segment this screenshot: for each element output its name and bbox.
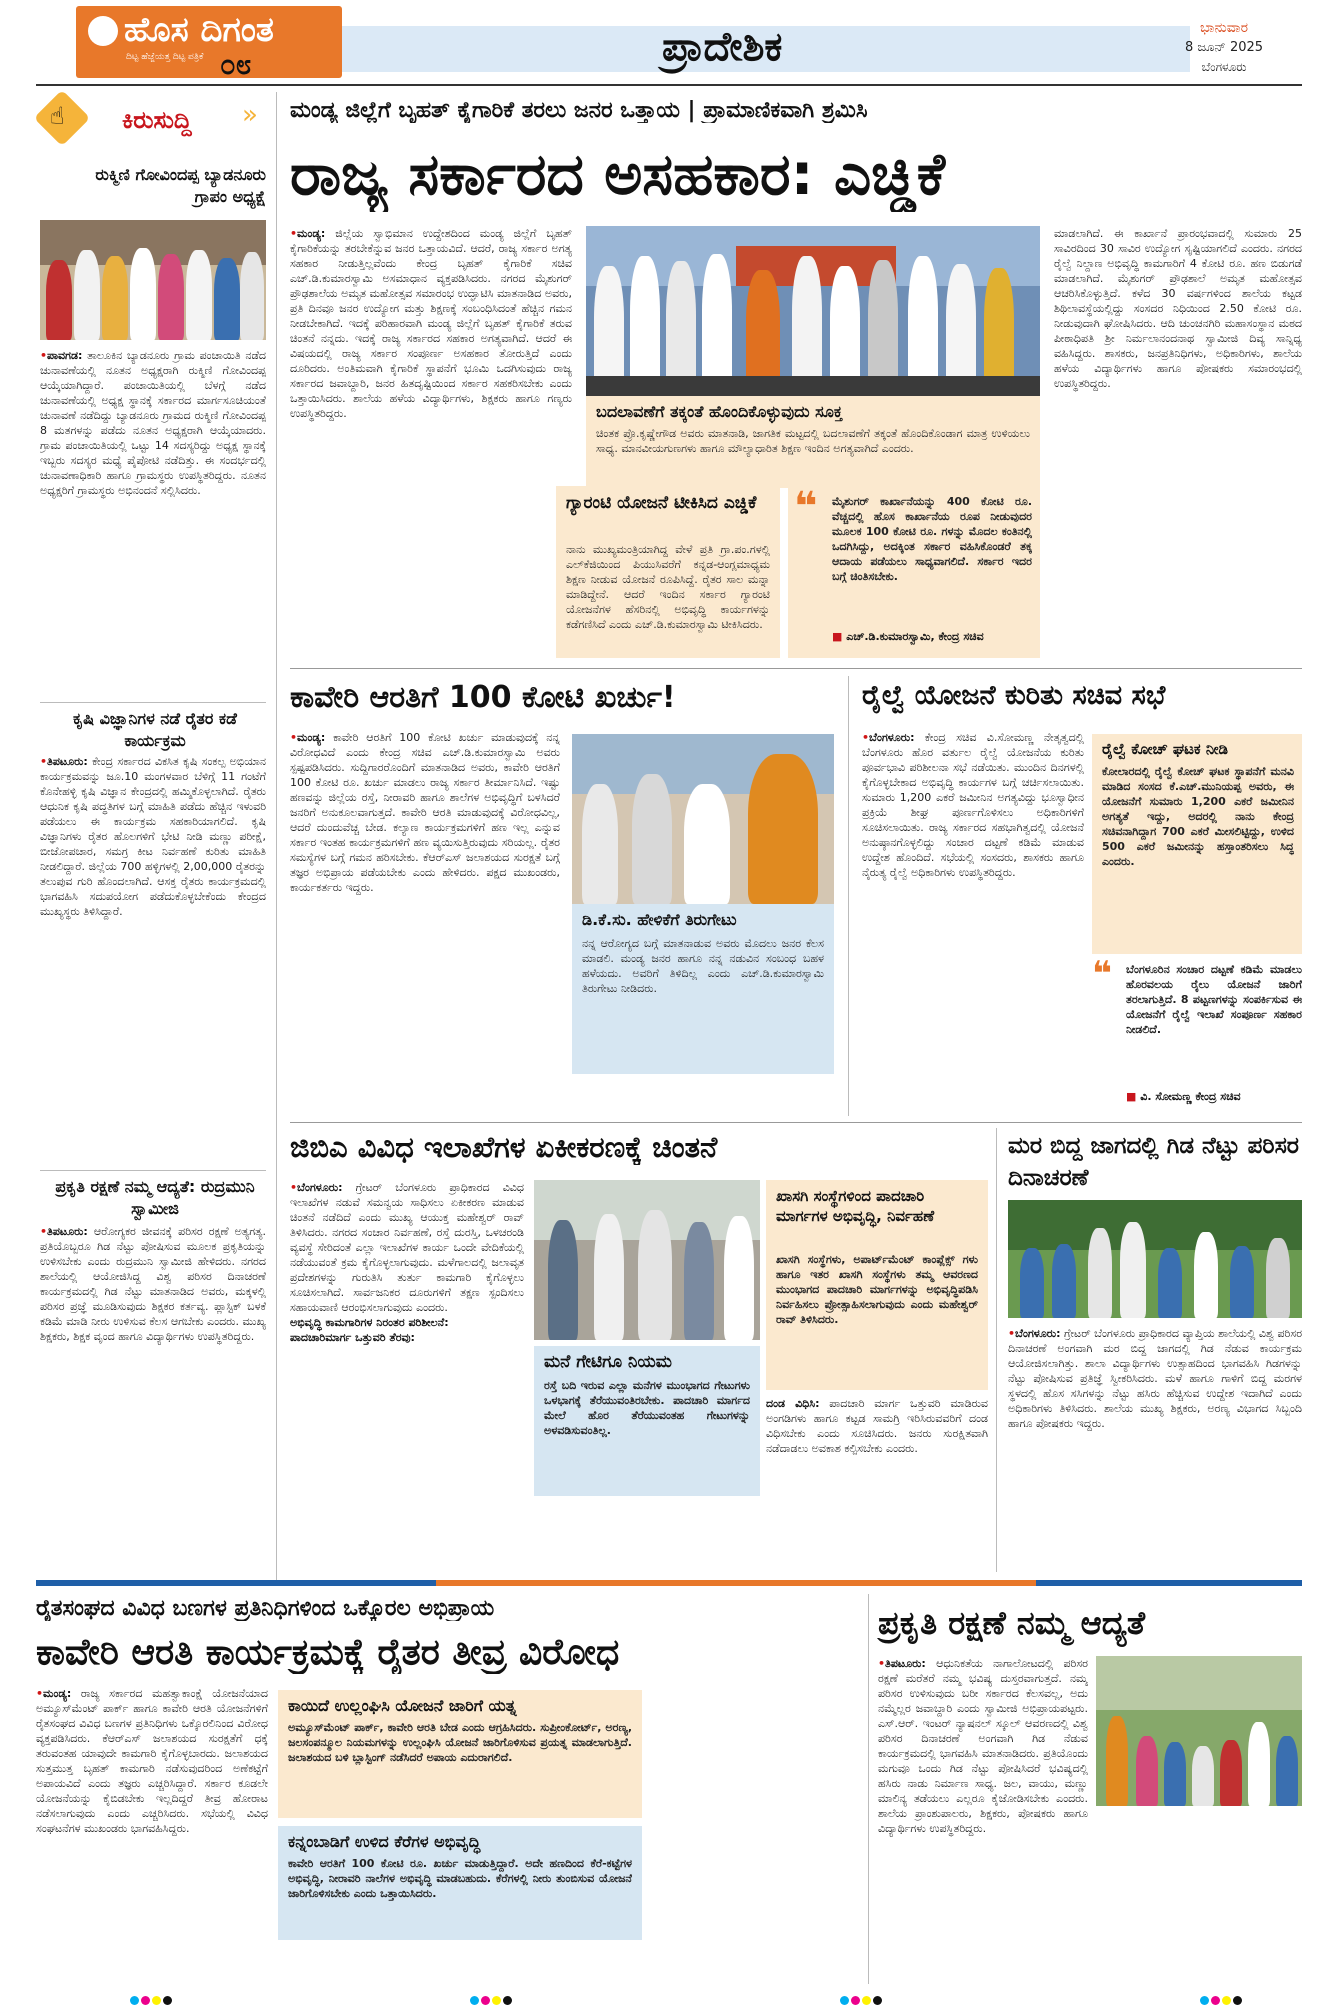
protest-box2-body: ಕಾವೇರಿ ಆರತಿಗೆ 100 ಕೋಟಿ ರೂ. ಖರ್ಚು ಮಾಡುತ್ತಿದ್ದಾರೆ. ಅದೇ ಹಣದಿಂದ ಕೆರೆ-ಕಟ್ಟೆಗಳ ಅಭಿವೃದ್ಧಿ, ನೀರಾವರಿ ನಾಲೆಗಳ ಅಭಿವೃದ್ಧಿ ಮಾಡಬಹುದು. ಕೆರೆಗಳಲ್ಲಿ ನೀರು ತುಂಬಿಸುವ ಯೋಜನೆ ಜಾರಿಗೊಳಿಸಬೇಕು ಎಂದು ಒತ್ತಾಯಿಸಿದರು.: [288, 1857, 632, 1900]
kaveri-text: ಕಾವೇರಿ ಆರತಿಗೆ 100 ಕೋಟಿ ಖರ್ಚು ಮಾಡುವುದಕ್ಕೆ ನನ್ನ ವಿರೋಧವಿದೆ ಎಂದು ಕೇಂದ್ರ ಸಚಿವ ಎಚ್.ಡಿ.ಕುಮಾರಸ್ವಾಮಿ ಅವರು ಸ್ಪಷ್ಟಪಡಿಸಿದರು. ಸುದ್ದಿಗಾರರೊಂದಿಗೆ ಮಾತನಾಡಿದ ಅವರು, ಕಾವೇರಿ ಆರತಿಗೆ 100 ಕೋಟಿ ರೂ. ಖರ್ಚು ಮಾಡಲು ರಾಜ್ಯ ಸರ್ಕಾರ ತೀರ್ಮಾನಿಸಿದೆ. ಇಷ್ಟು ಹಣವನ್ನು ಜಿಲ್ಲೆಯ ರಸ್ತೆ, ನೀರಾವರಿ ಹಾಗೂ ಶಾಲೆಗಳ ಅಭಿವೃದ್ಧಿಗೆ ಬಳಸಿದರೆ ಜನರಿಗೆ ಅನುಕೂಲವಾಗುತ್ತದೆ. ಕಾವೇರಿ ಆರತಿ ಮಾಡುವುದಕ್ಕೆ ವಿರೋಧವಿಲ್ಲ, ಆದರೆ ದುಂದುವೆಚ್ಚ ಬೇಡ. ಕಲ್ಯಾಣ ಕಾರ್ಯಕ್ರಮಗಳಿಗೆ ಹಣ ಇಲ್ಲ ಎನ್ನುವ ಸರ್ಕಾರ ಇಂತಹ ಕಾರ್ಯಕ್ರಮಗಳಿಗೆ ಹಣ ವ್ಯಯಿಸುತ್ತಿರುವುದು ಸರಿಯಲ್ಲ. ರೈತರ ಸಮಸ್ಯೆಗಳ ಬಗ್ಗೆ ಗಮನ ಹರಿಸಬೇಕು. ಕೆಆರ್‌ಎಸ್ ಜಲಾಶಯದ ಸುರಕ್ಷತೆ ಬಗ್ಗೆ ತಜ್ಞರ ಅಭಿಪ್ರಾಯ ಪಡೆಯಬೇಕು ಎಂದು ಹೇಳಿದರು. ಪಕ್ಷದ ಮುಖಂಡರು, ಕಾರ್ಯಕರ್ತರು ಇದ್ದರು.: [290, 731, 560, 894]
nature-col2: [1096, 1812, 1302, 1982]
protest-box1-body: ಅಮ್ಯೂಸ್‌ಮೆಂಟ್ ಪಾರ್ಕ್, ಕಾವೇರಿ ಆರತಿ ಬೇಡ ಎಂದು ಆಗ್ರಹಿಸಿದರು. ಸುಪ್ರೀಂಕೋರ್ಟ್, ಅರಣ್ಯ, ಜಲಸಂಪನ್ಮೂಲ ನಿಯಮಗಳನ್ನು ಉಲ್ಲಂಘಿಸಿ ಯೋಜನೆ ಜಾರಿಗೊಳಿಸುವ ಪ್ರಯತ್ನ ಮಾಡಲಾಗುತ್ತಿದೆ. ಜಲಾಶಯದ ಬಳಿ ಬ್ಲಾಸ್ಟಿಂಗ್ ನಡೆಸಿದರೆ ಅಪಾಯ ಎದುರಾಗಲಿದೆ.: [288, 1721, 632, 1764]
gba-box-body: ಖಾಸಗಿ ಸಂಸ್ಥೆಗಳು, ಅಪಾರ್ಟ್‌ಮೆಂಟ್ ಕಾಂಪ್ಲೆಕ್ಸ್ ಗಳು ಹಾಗೂ ಇತರ ಖಾಸಗಿ ಸಂಸ್ಥೆಗಳು ತಮ್ಮ ಆವರಣದ ಮುಂಭಾಗದ ಪಾದಚಾರಿ ಮಾರ್ಗಗಳನ್ನು ಅಭಿವೃದ್ಧಿಪಡಿಸಿ ನಿರ್ವಹಿಸಲು ಪ್ರೋತ್ಸಾಹಿಸಲಾಗುವುದು ಎಂದು ಮಹೇಶ್ವರ್ ರಾವ್ ತಿಳಿಸಿದರು.: [776, 1253, 978, 1326]
railway-dateline: ಬೆಂಗಳೂರು:: [869, 731, 915, 744]
protest-text: ರಾಜ್ಯ ಸರ್ಕಾರದ ಮಹತ್ವಾಕಾಂಕ್ಷೆ ಯೋಜನೆಯಾದ ಅಮ್ಯೂಸ್‌ಮೆಂಟ್ ಪಾರ್ಕ್ ಹಾಗೂ ಕಾವೇರಿ ಆರತಿ ಯೋಜನೆಗಳಿಗೆ ರೈತಸಂಘದ ವಿವಿಧ ಬಣಗಳ ಪ್ರತಿನಿಧಿಗಳು ಒಕ್ಕೊರಲಿನಿಂದ ವಿರೋಧ ವ್ಯಕ್ತಪಡಿಸಿದರು. ಕೆಆರ್‌ಎಸ್ ಜಲಾಶಯದ ಸುರಕ್ಷತೆಗೆ ಧಕ್ಕೆ ತರುವಂತಹ ಯಾವುದೇ ಕಾಮಗಾರಿ ಕೈಗೊಳ್ಳಬಾರದು. ಜಲಾಶಯದ ಸುತ್ತಮುತ್ತ ಬೃಹತ್ ಕಾಮಗಾರಿ ನಡೆಸುವುದರಿಂದ ಅಣೆಕಟ್ಟೆಗೆ ಅಪಾಯವಿದೆ ಎಂದು ತಜ್ಞರು ಎಚ್ಚರಿಸಿದ್ದಾರೆ. ಸರ್ಕಾರ ಕೂಡಲೇ ಯೋಜನೆಯನ್ನು ಕೈಬಿಡಬೇಕು ಇಲ್ಲದಿದ್ದರೆ ತೀವ್ರ ಹೋರಾಟ ನಡೆಸಲಾಗುವುದು ಎಂದು ಎಚ್ಚರಿಸಿದರು. ಸಭೆಯಲ್ಲಿ ವಿವಿಧ ಸಂಘಟನೆಗಳ ಮುಖಂಡರು ಭಾಗವಹಿಸಿದ್ದರು.: [36, 1687, 268, 1835]
sidebar-story3-headline: ಪ್ರಕೃತಿ ರಕ್ಷಣೆ ನಮ್ಮ ಆದ್ಯತೆ: ರುದ್ರಮುನಿ ಸ್ವಾಮೀಜಿ: [55, 1177, 255, 1218]
tree-headline: ಮರ ಬಿದ್ದ ಜಾಗದಲ್ಲಿ ಗಿಡ ನೆಟ್ಟು ಪರಿಸರ ದಿನಾಚರಣೆ: [1008, 1133, 1299, 1191]
lead-photo-caption: [586, 396, 1040, 488]
page-number: ೦೮: [220, 48, 252, 81]
railway-box: [1092, 734, 1302, 954]
sidebar-story2-text: ಕೇಂದ್ರ ಸರ್ಕಾರದ ವಿಕಸಿತ ಕೃಷಿ ಸಂಕಲ್ಪ ಅಭಿಯಾನ ಕಾರ್ಯಕ್ರಮವನ್ನು ಜೂ.10 ಮಂಗಳವಾರ ಬೆಳಿಗ್ಗೆ 11 ಗಂಟೆಗೆ ಕೊನೇಹಳ್ಳಿ ಕೃಷಿ ವಿಜ್ಞಾನ ಕೇಂದ್ರದಲ್ಲಿ ಹಮ್ಮಿಕೊಳ್ಳಲಾಗಿದೆ. ರೈತರು ಆಧುನಿಕ ಕೃಷಿ ಪದ್ಧತಿಗಳ ಬಗ್ಗೆ ಮಾಹಿತಿ ಪಡೆದು ಹೆಚ್ಚಿನ ಇಳುವರಿ ಪಡೆಯಲು ಈ ಕಾರ್ಯಕ್ರಮ ಸಹಕಾರಿಯಾಗಲಿದೆ. ಕೃಷಿ ವಿಜ್ಞಾನಿಗಳು ರೈತರ ಹೊಲಗಳಿಗೆ ಭೇಟಿ ನೀಡಿ ಮಣ್ಣು ಪರೀಕ್ಷೆ, ಬೀಜೋಪಚಾರ, ಸಮಗ್ರ ಕೀಟ ನಿರ್ವಹಣೆ ಕುರಿತು ಮಾಹಿತಿ ನೀಡಲಿದ್ದಾರೆ. ಜಿಲ್ಲೆಯ 700 ಹಳ್ಳಿಗಳಲ್ಲಿ 2,00,000 ರೈತರನ್ನು ತಲುಪುವ ಗುರಿ ಹೊಂದಲಾಗಿದೆ. ಆಸಕ್ತ ರೈತರು ಕಾರ್ಯಕ್ರಮದಲ್ಲಿ ಭಾಗವಹಿಸಿ ಸದುಪಯೋಗ ಪಡೆದುಕೊಳ್ಳಬೇಕೆಂದು ಕೇಂದ್ರದ ಮುಖ್ಯಸ್ಥರು ತಿಳಿಸಿದ್ದಾರೆ.: [40, 755, 266, 918]
kaveri-headline: ಕಾವೇರಿ ಆರತಿಗೆ 100 ಕೋಟಿ ಖರ್ಚು!: [290, 680, 676, 715]
lead-photo: [586, 226, 1040, 396]
sidebar-story3-dateline: ತಿಪಟೂರು:: [47, 1225, 88, 1238]
tree-dateline: ಬೆಂಗಳೂರು:: [1015, 1327, 1061, 1340]
protest-col3: [652, 1686, 860, 1982]
kaveri-photo: [572, 734, 834, 904]
chevron-icon: »: [242, 100, 258, 130]
protest-kicker: ರೈತಸಂಘದ ವಿವಿಧ ಬಣಗಳ ಪ್ರತಿನಿಧಿಗಳಿಂದ ಒಕ್ಕೊರಲ ಅಭಿಪ್ರಾಯ: [36, 1596, 495, 1621]
sidebar-story1-headline: ರುಕ್ಮಿಣಿ ಗೋವಿಂದಪ್ಪ ಬ್ಯಾಡನೂರು ಗ್ರಾಪಂ ಅಧ್ಯಕ್ಷೆ: [95, 165, 266, 206]
kaveri-box: [572, 904, 834, 1074]
gba-box2-title: ಮನೆ ಗೇಟಿಗೂ ನಿಯಮ: [544, 1352, 672, 1372]
gba-box2: [534, 1346, 760, 1496]
nature-col1: •ತಿಪಟೂರು: ಆಧುನಿಕತೆಯ ನಾಗಾಲೋಟದಲ್ಲಿ ಪರಿಸರ ರಕ್ಷಣೆ ಮರೆತರೆ ನಮ್ಮ ಭವಿಷ್ಯ ದುಸ್ತರವಾಗುತ್ತದೆ. ನಮ್ಮ ಪರಿಸರ ಉಳಿಸುವುದು ಬರೀ ಸರ್ಕಾರದ ಕೆಲಸವಲ್ಲ, ಅದು ನಮ್ಮೆಲ್ಲರ ಜವಾಬ್ದಾರಿ ಎಂದು ಸ್ವಾಮೀಜಿ ಅಭಿಪ್ರಾಯಪಟ್ಟರು. ಎಸ್.ಆರ್. ಇಂಟರ್ ನ್ಯಾಷನಲ್ ಸ್ಕೂಲ್ ಆವರಣದಲ್ಲಿ ವಿಶ್ವ ಪರಿಸರ ದಿನಾಚರಣೆ ಅಂಗವಾಗಿ ಗಿಡ ನೆಡುವ ಕಾರ್ಯಕ್ರಮದಲ್ಲಿ ಭಾಗವಹಿಸಿ ಮಾತನಾಡಿದರು. ಪ್ರತಿಯೊಂದು ಮಗುವೂ ಒಂದು ಗಿಡ ನೆಟ್ಟು ಪೋಷಿಸಿದರೆ ಭವಿಷ್ಯದಲ್ಲಿ ಹಸಿರು ನಾಡು ನಿರ್ಮಾಣ ಸಾಧ್ಯ. ಜಲ, ವಾಯು, ಮಣ್ಣು ಮಾಲಿನ್ಯ ತಡೆಯಲು ಎಲ್ಲರೂ ಕೈಜೋಡಿಸಬೇಕು ಎಂದರು. ಶಾಲೆಯ ಪ್ರಾಂಶುಪಾಲರು, ಶಿಕ್ಷಕರು, ಪೋಷಕರು ಹಾಗೂ ವಿದ್ಯಾರ್ಥಿಗಳು ಉಪಸ್ಥಿತರಿದ್ದರು.: [878, 1657, 1088, 1835]
masthead: [0, 0, 1338, 86]
issue-day: ಭಾನುವಾರ: [1199, 20, 1249, 36]
logo-emblem-icon: [88, 16, 118, 46]
masthead-logo-tagline: ದಿಟ್ಟ ಹೆಜ್ಜೆಯತ್ತ ದಿಟ್ಟ ಪತ್ರಿಕೆ: [126, 52, 204, 62]
print-registration-marks: [840, 1990, 884, 2009]
gba-subhead1: ಅಭಿವೃದ್ಧಿ ಕಾಮಗಾರಿಗಳ ನಿರಂತರ ಪರಿಶೀಲನೆ:: [290, 1316, 449, 1329]
railway-col1: •ಬೆಂಗಳೂರು: ಕೇಂದ್ರ ಸಚಿವ ವಿ.ಸೋಮಣ್ಣ ನೇತೃತ್ವದಲ್ಲಿ ಬೆಂಗಳೂರು ಹೊರ ವರ್ತುಲ ರೈಲ್ವೆ ಯೋಜನೆಯ ಕುರಿತು ಪೂರ್ವಭಾವಿ ಪರಿಶೀಲನಾ ಸಭೆ ನಡೆಯಿತು. ಮುಂದಿನ ದಿನಗಳಲ್ಲಿ ಕೈಗೊಳ್ಳಬೇಕಾದ ಅಭಿವೃದ್ಧಿ ಕಾರ್ಯಗಳ ಬಗ್ಗೆ ಚರ್ಚಿಸಲಾಯಿತು. ಸುಮಾರು 1,200 ಎಕರೆ ಜಮೀನಿನ ಅಗತ್ಯವಿದ್ದು ಭೂಸ್ವಾಧೀನ ಪ್ರಕ್ರಿಯೆ ಶೀಘ್ರ ಪೂರ್ಣಗೊಳಿಸಲು ಅಧಿಕಾರಿಗಳಿಗೆ ಸೂಚಿಸಲಾಯಿತು. ರಾಜ್ಯ ಸರ್ಕಾರದ ಸಹಭಾಗಿತ್ವದಲ್ಲಿ ಯೋಜನೆ ಅನುಷ್ಠಾನಗೊಳ್ಳಲಿದ್ದು ಸಂಚಾರ ದಟ್ಟಣೆ ಕಡಿಮೆ ಮಾಡುವ ಉದ್ದೇಶ ಹೊಂದಿದೆ. ಸಭೆಯಲ್ಲಿ ಸಂಸದರು, ಶಾಸಕರು ಹಾಗೂ ನೈರುತ್ಯ ರೈಲ್ವೆ ಅಧಿಕಾರಿಗಳು ಉಪಸ್ಥಿತರಿದ್ದರು.: [862, 731, 1084, 879]
tree-photo: [1008, 1200, 1302, 1318]
sidebar-story1-dateline: ಪಾವಗಡ:: [47, 349, 83, 362]
gba-fine-label: ದಂಡ ವಿಧಿಸಿ:: [766, 1397, 820, 1410]
protest-dateline: ಮಂಡ್ಯ:: [43, 1687, 72, 1700]
section-title: ಪ್ರಾದೇಶಿಕ: [662, 24, 783, 70]
gba-fine: [766, 1396, 988, 1570]
lead-quote-by: ■ ಎಚ್.ಡಿ.ಕುಮಾರಸ್ವಾಮಿ, ಕೇಂದ್ರ ಸಚಿವ: [832, 630, 984, 643]
masthead-logo: ಹೊಸ ದಿಗಂತ: [124, 10, 274, 50]
kaveri-box-body: ನನ್ನ ಆರೋಗ್ಯದ ಬಗ್ಗೆ ಮಾತನಾಡುವ ಅವರು ಮೊದಲು ಜನರ ಕೆಲಸ ಮಾಡಲಿ. ಮಂಡ್ಯ ಜನರ ಹಾಗೂ ನನ್ನ ನಡುವಿನ ಸಂಬಂಧ ಬಹಳ ಹಳೆಯದು. ಅವರಿಗೆ ತಿಳಿದಿಲ್ಲ ಎಂದು ಎಚ್.ಡಿ.ಕುಮಾರಸ್ವಾಮಿ ತಿರುಗೇಟು ನೀಡಿದರು.: [582, 937, 824, 995]
protest-box1-title: ಕಾಯಿದೆ ಉಲ್ಲಂಘಿಸಿ ಯೋಜನೆ ಜಾರಿಗೆ ಯತ್ನ: [288, 1696, 517, 1715]
lead-quote: ಮೈಶುಗರ್ ಕಾರ್ಖಾನೆಯನ್ನು 400 ಕೋಟಿ ರೂ. ವೆಚ್ಚದಲ್ಲಿ ಹೊಸ ಕಾರ್ಖಾನೆಯ ರೂಪ ನೀಡುವುದರ ಮೂಲಕ 100 ಕೋಟಿ ರೂ. ಗಳನ್ನು ಮೊದಲ ಕಂತಿನಲ್ಲಿ ಒದಗಿಸಿದ್ದು, ಅದಕ್ಕಿಂತ ಸರ್ಕಾರ ವಹಿಸಿಕೊಂಡರೆ ತಕ್ಕ ಆದಾಯ ಪಡೆಯಲು ಸಾಧ್ಯವಾಗಲಿದೆ. ಸರ್ಕಾರ ಇದರ ಬಗ್ಗೆ ಚಿಂತಿಸಬೇಕು.: [832, 495, 1032, 583]
railway-quote-by: ■ ವಿ. ಸೋಮಣ್ಣ ಕೇಂದ್ರ ಸಚಿವ: [1126, 1090, 1241, 1103]
railway-quote: ಬೆಂಗಳೂರಿನ ಸಂಚಾರ ದಟ್ಟಣೆ ಕಡಿಮೆ ಮಾಡಲು ಹೊರವಲಯ ರೈಲು ಯೋಜನೆ ಜಾರಿಗೆ ತರಲಾಗುತ್ತಿದೆ. 8 ಪಟ್ಟಣಗಳನ್ನು ಸಂಪರ್ಕಿಸುವ ಈ ಯೋಜನೆಗೆ ರೈಲ್ವೆ ಇಲಾಖೆ ಸಂಪೂರ್ಣ ಸಹಕಾರ ನೀಡಲಿದೆ.: [1126, 963, 1302, 1036]
print-registration-marks: [130, 1990, 174, 2009]
sidebar-story3-body: •ತಿಪಟೂರು: ಆರೋಗ್ಯಕರ ಜೀವನಕ್ಕೆ ಪರಿಸರ ರಕ್ಷಣೆ ಅತ್ಯಗತ್ಯ. ಪ್ರತಿಯೊಬ್ಬರೂ ಗಿಡ ನೆಟ್ಟು ಪೋಷಿಸುವ ಮೂಲಕ ಪ್ರಕೃತಿಯನ್ನು ಉಳಿಸಬೇಕು ಎಂದು ರುದ್ರಮುನಿ ಸ್ವಾಮೀಜಿ ಹೇಳಿದರು. ನಗರದ ಶಾಲೆಯಲ್ಲಿ ಆಯೋಜಿಸಿದ್ದ ವಿಶ್ವ ಪರಿಸರ ದಿನಾಚರಣೆ ಕಾರ್ಯಕ್ರಮದಲ್ಲಿ ಗಿಡ ನೆಟ್ಟು ಮಾತನಾಡಿದ ಅವರು, ಮಕ್ಕಳಲ್ಲಿ ಪರಿಸರ ಪ್ರಜ್ಞೆ ಮೂಡಿಸುವುದು ಶಿಕ್ಷಕರ ಕರ್ತವ್ಯ. ಪ್ಲಾಸ್ಟಿಕ್ ಬಳಕೆ ಕಡಿಮೆ ಮಾಡಿ ನೀರು ಉಳಿಸುವ ಕೆಲಸ ಆಗಬೇಕು ಎಂದರು. ಮುಖ್ಯ ಶಿಕ್ಷಕರು, ಶಿಕ್ಷಕ ವೃಂದ ಹಾಗೂ ವಿದ್ಯಾರ್ಥಿಗಳು ಉಪಸ್ಥಿತರಿದ್ದರು.: [40, 1225, 266, 1343]
nature-dateline: ತಿಪಟೂರು:: [885, 1657, 926, 1670]
sidebar-story2-body: •ತಿಪಟೂರು: ಕೇಂದ್ರ ಸರ್ಕಾರದ ವಿಕಸಿತ ಕೃಷಿ ಸಂಕಲ್ಪ ಅಭಿಯಾನ ಕಾರ್ಯಕ್ರಮವನ್ನು ಜೂ.10 ಮಂಗಳವಾರ ಬೆಳಿಗ್ಗೆ 11 ಗಂಟೆಗೆ ಕೊನೇಹಳ್ಳಿ ಕೃಷಿ ವಿಜ್ಞಾನ ಕೇಂದ್ರದಲ್ಲಿ ಹಮ್ಮಿಕೊಳ್ಳಲಾಗಿದೆ. ರೈತರು ಆಧುನಿಕ ಕೃಷಿ ಪದ್ಧತಿಗಳ ಬಗ್ಗೆ ಮಾಹಿತಿ ಪಡೆದು ಹೆಚ್ಚಿನ ಇಳುವರಿ ಪಡೆಯಲು ಈ ಕಾರ್ಯಕ್ರಮ ಸಹಕಾರಿಯಾಗಲಿದೆ. ಕೃಷಿ ವಿಜ್ಞಾನಿಗಳು ರೈತರ ಹೊಲಗಳಿಗೆ ಭೇಟಿ ನೀಡಿ ಮಣ್ಣು ಪರೀಕ್ಷೆ, ಬೀಜೋಪಚಾರ, ಸಮಗ್ರ ಕೀಟ ನಿರ್ವಹಣೆ ಕುರಿತು ಮಾಹಿತಿ ನೀಡಲಿದ್ದಾರೆ. ಜಿಲ್ಲೆಯ 700 ಹಳ್ಳಿಗಳಲ್ಲಿ 2,00,000 ರೈತರನ್ನು ತಲುಪುವ ಗುರಿ ಹೊಂದಲಾಗಿದೆ. ಆಸಕ್ತ ರೈತರು ಕಾರ್ಯಕ್ರಮದಲ್ಲಿ ಭಾಗವಹಿಸಿ ಸದುಪಯೋಗ ಪಡೆದುಕೊಳ್ಳಬೇಕೆಂದು ಕೇಂದ್ರದ ಮುಖ್ಯಸ್ಥರು ತಿಳಿಸಿದ್ದಾರೆ.: [40, 755, 266, 918]
railway-box-body: ಕೋಲಾರದಲ್ಲಿ ರೈಲ್ವೆ ಕೋಚ್ ಘಟಕ ಸ್ಥಾಪನೆಗೆ ಮನವಿ ಮಾಡಿದ ಸಂಸದ ಕೆ.ಎಚ್.ಮುನಿಯಪ್ಪ ಅವರು, ಈ ಯೋಜನೆಗೆ ಸುಮಾರು 1,200 ಎಕರೆ ಜಮೀನಿನ ಅಗತ್ಯತೆ ಇದ್ದು, ಅದರಲ್ಲಿ ನಾನು ಕೇಂದ್ರ ಸಚಿವನಾಗಿದ್ದಾಗ 700 ಎಕರೆ ಮೀಸಲಿಟ್ಟಿದ್ದು, ಉಳಿದ 500 ಎಕರೆ ಜಮೀನನ್ನು ಹಸ್ತಾಂತರಿಸಲು ಸಿದ್ಧ ಎಂದರು.: [1102, 765, 1294, 868]
gba-dateline: ಬೆಂಗಳೂರು:: [297, 1181, 343, 1194]
lead-photo-caption-body: ಚಿಂತಕ ಪ್ರೊ.ಕೃಷ್ಣೇಗೌಡ ಅವರು ಮಾತನಾಡಿ, ಜಾಗತಿಕ ಮಟ್ಟದಲ್ಲಿ ಬದಲಾವಣೆಗೆ ತಕ್ಕಂತೆ ಹೊಂದಿಕೊಂಡಾಗ ಮಾತ್ರ ಉಳಿಯಲು ಸಾಧ್ಯ. ಮಾನವೀಯಗುಣಗಳು ಹಾಗೂ ಮೌಲ್ಯಾಧಾರಿತ ಶಿಕ್ಷಣ ಇಂದಿನ ಅಗತ್ಯವಾಗಿದೆ ಎಂದರು.: [596, 427, 1030, 455]
gba-fine-text: ಪಾದಚಾರಿ ಮಾರ್ಗ ಒತ್ತುವರಿ ಮಾಡಿರುವ ಅಂಗಡಿಗಳು ಹಾಗೂ ಕಟ್ಟಡ ಸಾಮಗ್ರಿ ಇರಿಸಿರುವವರಿಗೆ ದಂಡ ವಿಧಿಸಬೇಕು ಎಂದು ಸೂಚಿಸಿದರು. ಜನರು ಸುರಕ್ಷಿತವಾಗಿ ನಡೆದಾಡಲು ಅವಕಾಶ ಕಲ್ಪಿಸಬೇಕು ಎಂದರು.: [766, 1397, 988, 1455]
gba-box: [766, 1180, 988, 1390]
sidebar-story2-headline: ಕೃಷಿ ವಿಜ್ಞಾನಿಗಳ ನಡೆ ರೈತರ ಕಡೆ ಕಾರ್ಯಕ್ರಮ: [73, 709, 237, 750]
railway-quote-box: [1092, 954, 1302, 1114]
lead-box-left-body: ನಾನು ಮುಖ್ಯಮಂತ್ರಿಯಾಗಿದ್ದ ವೇಳೆ ಪ್ರತಿ ಗ್ರಾ.ಪಂ.ಗಳಲ್ಲಿ ಎಲ್‌ಕೆಜಿಯಿಂದ ಪಿಯುಸಿವರೆಗೆ ಕನ್ನಡ-ಆಂಗ್ಲಮಾಧ್ಯಮ ಶಿಕ್ಷಣ ನೀಡುವ ಯೋಜನೆ ರೂಪಿಸಿದ್ದೆ. ರೈತರ ಸಾಲ ಮನ್ನಾ ಮಾಡಿದ್ದೇನೆ. ಆದರೆ ಇಂದಿನ ಸರ್ಕಾರ ಗ್ಯಾರಂಟಿ ಯೋಜನೆಗಳ ಹೆಸರಿನಲ್ಲಿ ಅಭಿವೃದ್ಧಿ ಕಾರ್ಯಗಳನ್ನು ಕಡೆಗಣಿಸಿದೆ ಎಂದು ಎಚ್.ಡಿ.ಕುಮಾರಸ್ವಾಮಿ ಟೀಕಿಸಿದರು.: [566, 543, 770, 631]
issue-city: ಬೆಂಗಳೂರು: [1201, 60, 1247, 74]
kaveri-box-title: ಡಿ.ಕೆ.ಸು. ಹೇಳಿಕೆಗೆ ತಿರುಗೇಟು: [582, 910, 737, 929]
lead-photo-caption-title: ಬದಲಾವಣೆಗೆ ತಕ್ಕಂತೆ ಹೊಂದಿಕೊಳ್ಳುವುದು ಸೂಕ್ತ: [596, 402, 843, 421]
sidebar-story3-text: ಆರೋಗ್ಯಕರ ಜೀವನಕ್ಕೆ ಪರಿಸರ ರಕ್ಷಣೆ ಅತ್ಯಗತ್ಯ. ಪ್ರತಿಯೊಬ್ಬರೂ ಗಿಡ ನೆಟ್ಟು ಪೋಷಿಸುವ ಮೂಲಕ ಪ್ರಕೃತಿಯನ್ನು ಉಳಿಸಬೇಕು ಎಂದು ರುದ್ರಮುನಿ ಸ್ವಾಮೀಜಿ ಹೇಳಿದರು. ನಗರದ ಶಾಲೆಯಲ್ಲಿ ಆಯೋಜಿಸಿದ್ದ ವಿಶ್ವ ಪರಿಸರ ದಿನಾಚರಣೆ ಕಾರ್ಯಕ್ರಮದಲ್ಲಿ ಗಿಡ ನೆಟ್ಟು ಮಾತನಾಡಿದ ಅವರು, ಮಕ್ಕಳಲ್ಲಿ ಪರಿಸರ ಪ್ರಜ್ಞೆ ಮೂಡಿಸುವುದು ಶಿಕ್ಷಕರ ಕರ್ತವ್ಯ. ಪ್ಲಾಸ್ಟಿಕ್ ಬಳಕೆ ಕಡಿಮೆ ಮಾಡಿ ನೀರು ಉಳಿಸುವ ಕೆಲಸ ಆಗಬೇಕು ಎಂದರು. ಮುಖ್ಯ ಶಿಕ್ಷಕರು, ಶಿಕ್ಷಕ ವೃಂದ ಹಾಗೂ ವಿದ್ಯಾರ್ಥಿಗಳು ಉಪಸ್ಥಿತರಿದ್ದರು.: [40, 1225, 266, 1343]
kiru-label: ಕಿರುಸುದ್ದಿ: [122, 106, 192, 134]
railway-headline: ರೈಲ್ವೆ ಯೋಜನೆ ಕುರಿತು ಸಚಿವ ಸಭೆ: [862, 680, 1166, 711]
lead-box-left-title: ಗ್ಯಾರಂಟಿ ಯೋಜನೆ ಟೀಕಿಸಿದ ಎಚ್ಡಿಕೆ: [566, 493, 757, 513]
sidebar-story1-text: ತಾಲೂಕಿನ ಬ್ಯಾಡನೂರು ಗ್ರಾಮ ಪಂಚಾಯಿತಿ ನಡೆದ ಚುನಾವಣೆಯಲ್ಲಿ ನೂತನ ಅಧ್ಯಕ್ಷರಾಗಿ ರುಕ್ಮಿಣಿ ಗೋವಿಂದಪ್ಪ ಆಯ್ಕೆಯಾಗಿದ್ದಾರೆ. ಪಂಚಾಯಿತಿಯಲ್ಲಿ ಬೆಳಗ್ಗೆ ನಡೆದ ಚುನಾವಣೆಯಲ್ಲಿ ಅಧ್ಯಕ್ಷ ಸ್ಥಾನಕ್ಕೆ ಸರ್ಕಾರದ ಮಾರ್ಗಸೂಚಿಯಂತೆ ಚುನಾವಣೆ ನಡೆದಿದ್ದು ಬ್ಯಾಡನೂರು ಗ್ರಾಮದ ರುಕ್ಮಿಣಿ ಗೋವಿಂದಪ್ಪ 8 ಮತಗಳನ್ನು ಪಡೆದು ನೂತನ ಅಧ್ಯಕ್ಷರಾಗಿ ಆಯ್ಕೆಯಾದರು. ಗ್ರಾಮ ಪಂಚಾಯಿತಿಯಲ್ಲಿ ಒಟ್ಟು 14 ಸದಸ್ಯರಿದ್ದು ಅಧ್ಯಕ್ಷ ಸ್ಥಾನಕ್ಕೆ ಇಬ್ಬರು ಸದಸ್ಯರ ಮಧ್ಯೆ ಪೈಪೋಟಿ ನಡೆದಿತ್ತು. ಈ ಸಂದರ್ಭದಲ್ಲಿ ಚುನಾವಣಾಧಿಕಾರಿ ಹಾಗೂ ಗ್ರಾಮಸ್ಥರು ಉಪಸ್ಥಿತರಿದ್ದರು. ನೂತನ ಅಧ್ಯಕ್ಷರಿಗೆ ಗ್ರಾಮಸ್ಥರು ಅಭಿನಂದನೆ ಸಲ್ಲಿಸಿದರು.: [40, 349, 266, 497]
sidebar-story1-photo: [40, 220, 266, 340]
gba-photo: [534, 1180, 760, 1340]
lead-col1-text: ಜಿಲ್ಲೆಯ ಸ್ವಾಭಿಮಾನ ಉದ್ದೇಶದಿಂದ ಮಂಡ್ಯ ಜಿಲ್ಲೆಗೆ ಬೃಹತ್ ಕೈಗಾರಿಕೆಯನ್ನು ತರಬೇಕೆನ್ನುವ ಜನರ ಒತ್ತಾಯವಿದೆ. ಆದರೆ, ರಾಜ್ಯ ಸರ್ಕಾರ ಅಗತ್ಯ ಸಹಕಾರ ನೀಡುತ್ತಿಲ್ಲವೆಂದು ಕೇಂದ್ರ ಬೃಹತ್ ಕೈಗಾರಿಕೆ ಸಚಿವ ಎಚ್.ಡಿ.ಕುಮಾರಸ್ವಾಮಿ ಅಸಮಾಧಾನ ವ್ಯಕ್ತಪಡಿಸಿದರು. ನಗರದ ಮೈಶುಗರ್ ಪ್ರೌಢಶಾಲೆಯ ಅಮೃತ ಮಹೋತ್ಸವ ಸಮಾರಂಭ ಉದ್ಘಾಟಿಸಿ ಮಾತನಾಡಿದ ಅವರು, ಪ್ರತಿ ದಿನವೂ ಜನರ ಉದ್ಯೋಗ ಮತ್ತು ಶಿಕ್ಷಣಕ್ಕೆ ಸಂಬಂಧಿಸಿದಂತೆ ಹೆಚ್ಚಿನ ಗಮನ ನೀಡಬೇಕಾಗಿದೆ. ಇದಕ್ಕೆ ಪರಿಹಾರವಾಗಿ ಮಂಡ್ಯ ಜಿಲ್ಲೆಗೆ ಬೃಹತ್ ಕೈಗಾರಿಕೆ ತರುವ ಚಿಂತನೆ ನನ್ನದು. ಇದಕ್ಕೆ ರಾಜ್ಯ ಸರ್ಕಾರದ ಸಹಕಾರ ಅಗತ್ಯವಾಗಿದೆ. ಆದರೆ ಈ ವಿಷಯದಲ್ಲಿ ರಾಜ್ಯ ಸರ್ಕಾರ ಸಂಪೂರ್ಣ ಅಸಹಕಾರ ತೋರುತ್ತಿದೆ ಎಂದು ದೂರಿದರು. ಅಂತಿಮವಾಗಿ ಕೈಗಾರಿಕೆ ಸ್ಥಾಪನೆಗೆ ಭೂಮಿ ಒದಗಿಸುವುದು ರಾಜ್ಯ ಸರ್ಕಾರದ ಜವಾಬ್ದಾರಿ, ಜನರ ಹಿತದೃಷ್ಟಿಯಿಂದ ಸರ್ಕಾರ ಸಹಕರಿಸಬೇಕು ಎಂದು ಒತ್ತಾಯಿಸಿದರು. ಶಾಲೆಯ ಹಳೆಯ ವಿದ್ಯಾರ್ಥಿಗಳು, ಶಿಕ್ಷಕರು ಹಾಗೂ ಗಣ್ಯರು ಉಪಸ್ಥಿತರಿದ್ದರು.: [290, 227, 572, 420]
nature-photo: [1096, 1656, 1302, 1806]
lead-box-left: [556, 486, 780, 658]
tree-text: ಗ್ರೇಟರ್ ಬೆಂಗಳೂರು ಪ್ರಾಧಿಕಾರದ ವ್ಯಾಪ್ತಿಯ ಶಾಲೆಯಲ್ಲಿ ವಿಶ್ವ ಪರಿಸರ ದಿನಾಚರಣೆ ಅಂಗವಾಗಿ ಮರ ಬಿದ್ದ ಜಾಗದಲ್ಲಿ ಗಿಡ ನೆಡುವ ಕಾರ್ಯಕ್ರಮ ಆಯೋಜಿಸಲಾಗಿತ್ತು. ಶಾಲಾ ವಿದ್ಯಾರ್ಥಿಗಳು ಉತ್ಸಾಹದಿಂದ ಭಾಗವಹಿಸಿ ಗಿಡಗಳನ್ನು ನೆಟ್ಟು ಪೋಷಿಸುವ ಪ್ರತಿಜ್ಞೆ ಸ್ವೀಕರಿಸಿದರು. ಮಳೆ ಹಾಗೂ ಗಾಳಿಗೆ ಬಿದ್ದ ಮರಗಳ ಸ್ಥಳದಲ್ಲಿ ಹೊಸ ಸಸಿಗಳನ್ನು ನೆಟ್ಟು ಹಸಿರು ಹೆಚ್ಚಿಸುವ ಉದ್ದೇಶ ಇದಾಗಿದೆ ಎಂದು ಅಧಿಕಾರಿಗಳು ತಿಳಿಸಿದರು. ಶಾಲೆಯ ಮುಖ್ಯ ಶಿಕ್ಷಕರು, ಅರಣ್ಯ ವಿಭಾಗದ ಸಿಬ್ಬಂದಿ ಹಾಗೂ ಪೋಷಕರು ಇದ್ದರು.: [1008, 1327, 1302, 1430]
gba-headline: ಜಿಬಿಎ ವಿವಿಧ ಇಲಾಖೆಗಳ ಏಕೀಕರಣಕ್ಕೆ ಚಿಂತನೆ: [290, 1130, 718, 1164]
nature-text: ಆಧುನಿಕತೆಯ ನಾಗಾಲೋಟದಲ್ಲಿ ಪರಿಸರ ರಕ್ಷಣೆ ಮರೆತರೆ ನಮ್ಮ ಭವಿಷ್ಯ ದುಸ್ತರವಾಗುತ್ತದೆ. ನಮ್ಮ ಪರಿಸರ ಉಳಿಸುವುದು ಬರೀ ಸರ್ಕಾರದ ಕೆಲಸವಲ್ಲ, ಅದು ನಮ್ಮೆಲ್ಲರ ಜವಾಬ್ದಾರಿ ಎಂದು ಸ್ವಾಮೀಜಿ ಅಭಿಪ್ರಾಯಪಟ್ಟರು. ಎಸ್.ಆರ್. ಇಂಟರ್ ನ್ಯಾಷನಲ್ ಸ್ಕೂಲ್ ಆವರಣದಲ್ಲಿ ವಿಶ್ವ ಪರಿಸರ ದಿನಾಚರಣೆ ಅಂಗವಾಗಿ ಗಿಡ ನೆಡುವ ಕಾರ್ಯಕ್ರಮದಲ್ಲಿ ಭಾಗವಹಿಸಿ ಮಾತನಾಡಿದರು. ಪ್ರತಿಯೊಂದು ಮಗುವೂ ಒಂದು ಗಿಡ ನೆಟ್ಟು ಪೋಷಿಸಿದರೆ ಭವಿಷ್ಯದಲ್ಲಿ ಹಸಿರು ನಾಡು ನಿರ್ಮಾಣ ಸಾಧ್ಯ. ಜಲ, ವಾಯು, ಮಣ್ಣು ಮಾಲಿನ್ಯ ತಡೆಯಲು ಎಲ್ಲರೂ ಕೈಜೋಡಿಸಬೇಕು ಎಂದರು. ಶಾಲೆಯ ಪ್ರಾಂಶುಪಾಲರು, ಶಿಕ್ಷಕರು, ಪೋಷಕರು ಹಾಗೂ ವಿದ್ಯಾರ್ಥಿಗಳು ಉಪಸ್ಥಿತರಿದ್ದರು.: [878, 1657, 1088, 1835]
protest-headline: ಕಾವೇರಿ ಆರತಿ ಕಾರ್ಯಕ್ರಮಕ್ಕೆ ರೈತರ ತೀವ್ರ ವಿರೋಧ: [36, 1632, 620, 1673]
lead-col3-text: ಮಾಡಲಾಗಿದೆ. ಈ ಕಾರ್ಖಾನೆ ಪ್ರಾರಂಭವಾದಲ್ಲಿ ಸುಮಾರು 25 ಸಾವಿರದಿಂದ 30 ಸಾವಿರ ಉದ್ಯೋಗ ಸೃಷ್ಟಿಯಾಗಲಿದೆ ಎಂದರು. ನಗರದ ರೈಲ್ವೆ ನಿಲ್ದಾಣ ಅಭಿವೃದ್ಧಿ ಕಾಮಗಾರಿಗೆ 4 ಕೋಟಿ ರೂ. ಹಣ ಬಿಡುಗಡೆ ಮಾಡಲಾಗಿದೆ. ಮೈಶುಗರ್ ಪ್ರೌಢಶಾಲೆ ಅಮೃತ ಮಹೋತ್ಸವ ಆಚರಿಸಿಕೊಳ್ಳುತ್ತಿದೆ. ಕಳೆದ 30 ವರ್ಷಗಳಿಂದ ಶಾಲೆಯ ಕಟ್ಟಡ ಶಿಥಿಲಾವಸ್ಥೆಯಲ್ಲಿದ್ದು ಸಂಸದರ ನಿಧಿಯಿಂದ 2.50 ಕೋಟಿ ರೂ. ನೀಡುವುದಾಗಿ ಘೋಷಿಸಿದರು. ಆದಿ ಚುಂಚನಗಿರಿ ಮಹಾಸಂಸ್ಥಾನ ಮಠದ ಪೀಠಾಧಿಪತಿ ಶ್ರೀ ನಿರ್ಮಲಾನಂದನಾಥ ಸ್ವಾಮೀಜಿ ದಿವ್ಯ ಸಾನ್ನಿಧ್ಯ ವಹಿಸಿದ್ದರು. ಶಾಸಕರು, ಜನಪ್ರತಿನಿಧಿಗಳು, ಅಧಿಕಾರಿಗಳು, ಶಾಲೆಯ ಹಳೆಯ ವಿದ್ಯಾರ್ಥಿಗಳು ಹಾಗೂ ಪೋಷಕರು ಸಮಾರಂಭದಲ್ಲಿ ಉಪಸ್ಥಿತರಿದ್ದರು.: [1054, 227, 1302, 390]
section-color-bar: [36, 1580, 1302, 1586]
masthead-rule: [36, 84, 1302, 86]
gba-tail: [534, 1502, 760, 1570]
gba-col1: •ಬೆಂಗಳೂರು: ಗ್ರೇಟರ್ ಬೆಂಗಳೂರು ಪ್ರಾಧಿಕಾರದ ವಿವಿಧ ಇಲಾಖೆಗಳ ನಡುವೆ ಸಮನ್ವಯ ಸಾಧಿಸಲು ಏಕೀಕರಣ ಮಾಡುವ ಚಿಂತನೆ ನಡೆದಿದೆ ಎಂದು ಮುಖ್ಯ ಆಯುಕ್ತ ಮಹೇಶ್ವರ್ ರಾವ್ ತಿಳಿಸಿದರು. ನಗರದ ಸಂಚಾರ ನಿರ್ವಹಣೆ, ರಸ್ತೆ ದುರಸ್ತಿ, ಒಳಚರಂಡಿ ವ್ಯವಸ್ಥೆ ಸೇರಿದಂತೆ ಎಲ್ಲಾ ಇಲಾಖೆಗಳ ಕಾರ್ಯ ಒಂದೇ ವೇದಿಕೆಯಲ್ಲಿ ನಡೆಯುವಂತೆ ಕ್ರಮ ಕೈಗೊಳ್ಳಲಾಗುವುದು. ಮಳೆಗಾಲದಲ್ಲಿ ಜಲಾವೃತ ಪ್ರದೇಶಗಳನ್ನು ಗುರುತಿಸಿ ತುರ್ತು ಕಾಮಗಾರಿ ಕೈಗೊಳ್ಳಲು ಸೂಚಿಸಲಾಗಿದೆ. ಸಾರ್ವಜನಿಕರ ದೂರುಗಳಿಗೆ ತಕ್ಷಣ ಸ್ಪಂದಿಸಲು ಸಹಾಯವಾಣಿ ಆರಂಭಿಸಲಾಗುವುದು ಎಂದರು. ಅಭಿವೃದ್ಧಿ ಕಾಮಗಾರಿಗಳ ನಿರಂತರ ಪರಿಶೀಲನೆ: ಪಾದಚಾರಿಮಾರ್ಗ ಒತ್ತುವರಿ ತೆರವು:: [290, 1181, 524, 1344]
hand-icon: ☝: [50, 102, 65, 130]
quote-icon: ❝: [1092, 954, 1112, 994]
sidebar-story1-body: •ಪಾವಗಡ: ತಾಲೂಕಿನ ಬ್ಯಾಡನೂರು ಗ್ರಾಮ ಪಂಚಾಯಿತಿ ನಡೆದ ಚುನಾವಣೆಯಲ್ಲಿ ನೂತನ ಅಧ್ಯಕ್ಷರಾಗಿ ರುಕ್ಮಿಣಿ ಗೋವಿಂದಪ್ಪ ಆಯ್ಕೆಯಾಗಿದ್ದಾರೆ. ಪಂಚಾಯಿತಿಯಲ್ಲಿ ಬೆಳಗ್ಗೆ ನಡೆದ ಚುನಾವಣೆಯಲ್ಲಿ ಅಧ್ಯಕ್ಷ ಸ್ಥಾನಕ್ಕೆ ಸರ್ಕಾರದ ಮಾರ್ಗಸೂಚಿಯಂತೆ ಚುನಾವಣೆ ನಡೆದಿದ್ದು ಬ್ಯಾಡನೂರು ಗ್ರಾಮದ ರುಕ್ಮಿಣಿ ಗೋವಿಂದಪ್ಪ 8 ಮತಗಳನ್ನು ಪಡೆದು ನೂತನ ಅಧ್ಯಕ್ಷರಾಗಿ ಆಯ್ಕೆಯಾದರು. ಗ್ರಾಮ ಪಂಚಾಯಿತಿಯಲ್ಲಿ ಒಟ್ಟು 14 ಸದಸ್ಯರಿದ್ದು ಅಧ್ಯಕ್ಷ ಸ್ಥಾನಕ್ಕೆ ಇಬ್ಬರು ಸದಸ್ಯರ ಮಧ್ಯೆ ಪೈಪೋಟಿ ನಡೆದಿತ್ತು. ಈ ಸಂದರ್ಭದಲ್ಲಿ ಚುನಾವಣಾಧಿಕಾರಿ ಹಾಗೂ ಗ್ರಾಮಸ್ಥರು ಉಪಸ್ಥಿತರಿದ್ದರು. ನೂತನ ಅಧ್ಯಕ್ಷರಿಗೆ ಗ್ರಾಮಸ್ಥರು ಅಭಿನಂದನೆ ಸಲ್ಲಿಸಿದರು.: [40, 349, 266, 497]
protest-col1: •ಮಂಡ್ಯ: ರಾಜ್ಯ ಸರ್ಕಾರದ ಮಹತ್ವಾಕಾಂಕ್ಷೆ ಯೋಜನೆಯಾದ ಅಮ್ಯೂಸ್‌ಮೆಂಟ್ ಪಾರ್ಕ್ ಹಾಗೂ ಕಾವೇರಿ ಆರತಿ ಯೋಜನೆಗಳಿಗೆ ರೈತಸಂಘದ ವಿವಿಧ ಬಣಗಳ ಪ್ರತಿನಿಧಿಗಳು ಒಕ್ಕೊರಲಿನಿಂದ ವಿರೋಧ ವ್ಯಕ್ತಪಡಿಸಿದರು. ಕೆಆರ್‌ಎಸ್ ಜಲಾಶಯದ ಸುರಕ್ಷತೆಗೆ ಧಕ್ಕೆ ತರುವಂತಹ ಯಾವುದೇ ಕಾಮಗಾರಿ ಕೈಗೊಳ್ಳಬಾರದು. ಜಲಾಶಯದ ಸುತ್ತಮುತ್ತ ಬೃಹತ್ ಕಾಮಗಾರಿ ನಡೆಸುವುದರಿಂದ ಅಣೆಕಟ್ಟೆಗೆ ಅಪಾಯವಿದೆ ಎಂದು ತಜ್ಞರು ಎಚ್ಚರಿಸಿದ್ದಾರೆ. ಸರ್ಕಾರ ಕೂಡಲೇ ಯೋಜನೆಯನ್ನು ಕೈಬಿಡಬೇಕು ಇಲ್ಲದಿದ್ದರೆ ತೀವ್ರ ಹೋರಾಟ ನಡೆಸಲಾಗುವುದು ಎಂದು ಎಚ್ಚರಿಸಿದರು. ಸಭೆಯಲ್ಲಿ ವಿವಿಧ ಸಂಘಟನೆಗಳ ಮುಖಂಡರು ಭಾಗವಹಿಸಿದ್ದರು.: [36, 1687, 268, 1835]
lead-col1: •ಮಂಡ್ಯ: ಜಿಲ್ಲೆಯ ಸ್ವಾಭಿಮಾನ ಉದ್ದೇಶದಿಂದ ಮಂಡ್ಯ ಜಿಲ್ಲೆಗೆ ಬೃಹತ್ ಕೈಗಾರಿಕೆಯನ್ನು ತರಬೇಕೆನ್ನುವ ಜನರ ಒತ್ತಾಯವಿದೆ. ಆದರೆ, ರಾಜ್ಯ ಸರ್ಕಾರ ಅಗತ್ಯ ಸಹಕಾರ ನೀಡುತ್ತಿಲ್ಲವೆಂದು ಕೇಂದ್ರ ಬೃಹತ್ ಕೈಗಾರಿಕೆ ಸಚಿವ ಎಚ್.ಡಿ.ಕುಮಾರಸ್ವಾಮಿ ಅಸಮಾಧಾನ ವ್ಯಕ್ತಪಡಿಸಿದರು. ನಗರದ ಮೈಶುಗರ್ ಪ್ರೌಢಶಾಲೆಯ ಅಮೃತ ಮಹೋತ್ಸವ ಸಮಾರಂಭ ಉದ್ಘಾಟಿಸಿ ಮಾತನಾಡಿದ ಅವರು, ಪ್ರತಿ ದಿನವೂ ಜನರ ಉದ್ಯೋಗ ಮತ್ತು ಶಿಕ್ಷಣಕ್ಕೆ ಸಂಬಂಧಿಸಿದಂತೆ ಹೆಚ್ಚಿನ ಗಮನ ನೀಡಬೇಕಾಗಿದೆ. ಇದಕ್ಕೆ ಪರಿಹಾರವಾಗಿ ಮಂಡ್ಯ ಜಿಲ್ಲೆಗೆ ಬೃಹತ್ ಕೈಗಾರಿಕೆ ತರುವ ಚಿಂತನೆ ನನ್ನದು. ಇದಕ್ಕೆ ರಾಜ್ಯ ಸರ್ಕಾರದ ಸಹಕಾರ ಅಗತ್ಯವಾಗಿದೆ. ಆದರೆ ಈ ವಿಷಯದಲ್ಲಿ ರಾಜ್ಯ ಸರ್ಕಾರ ಸಂಪೂರ್ಣ ಅಸಹಕಾರ ತೋರುತ್ತಿದೆ ಎಂದು ದೂರಿದರು. ಅಂತಿಮವಾಗಿ ಕೈಗಾರಿಕೆ ಸ್ಥಾಪನೆಗೆ ಭೂಮಿ ಒದಗಿಸುವುದು ರಾಜ್ಯ ಸರ್ಕಾರದ ಜವಾಬ್ದಾರಿ, ಜನರ ಹಿತದೃಷ್ಟಿಯಿಂದ ಸರ್ಕಾರ ಸಹಕರಿಸಬೇಕು ಎಂದು ಒತ್ತಾಯಿಸಿದರು. ಶಾಲೆಯ ಹಳೆಯ ವಿದ್ಯಾರ್ಥಿಗಳು, ಶಿಕ್ಷಕರು ಹಾಗೂ ಗಣ್ಯರು ಉಪಸ್ಥಿತರಿದ್ದರು.: [290, 227, 572, 420]
gba-text: ಗ್ರೇಟರ್ ಬೆಂಗಳೂರು ಪ್ರಾಧಿಕಾರದ ವಿವಿಧ ಇಲಾಖೆಗಳ ನಡುವೆ ಸಮನ್ವಯ ಸಾಧಿಸಲು ಏಕೀಕರಣ ಮಾಡುವ ಚಿಂತನೆ ನಡೆದಿದೆ ಎಂದು ಮುಖ್ಯ ಆಯುಕ್ತ ಮಹೇಶ್ವರ್ ರಾವ್ ತಿಳಿಸಿದರು. ನಗರದ ಸಂಚಾರ ನಿರ್ವಹಣೆ, ರಸ್ತೆ ದುರಸ್ತಿ, ಒಳಚರಂಡಿ ವ್ಯವಸ್ಥೆ ಸೇರಿದಂತೆ ಎಲ್ಲಾ ಇಲಾಖೆಗಳ ಕಾರ್ಯ ಒಂದೇ ವೇದಿಕೆಯಲ್ಲಿ ನಡೆಯುವಂತೆ ಕ್ರಮ ಕೈಗೊಳ್ಳಲಾಗುವುದು. ಮಳೆಗಾಲದಲ್ಲಿ ಜಲಾವೃತ ಪ್ರದೇಶಗಳನ್ನು ಗುರುತಿಸಿ ತುರ್ತು ಕಾಮಗಾರಿ ಕೈಗೊಳ್ಳಲು ಸೂಚಿಸಲಾಗಿದೆ. ಸಾರ್ವಜನಿಕರ ದೂರುಗಳಿಗೆ ತಕ್ಷಣ ಸ್ಪಂದಿಸಲು ಸಹಾಯವಾಣಿ ಆರಂಭಿಸಲಾಗುವುದು ಎಂದರು.: [290, 1181, 524, 1314]
railway-text: ಕೇಂದ್ರ ಸಚಿವ ವಿ.ಸೋಮಣ್ಣ ನೇತೃತ್ವದಲ್ಲಿ ಬೆಂಗಳೂರು ಹೊರ ವರ್ತುಲ ರೈಲ್ವೆ ಯೋಜನೆಯ ಕುರಿತು ಪೂರ್ವಭಾವಿ ಪರಿಶೀಲನಾ ಸಭೆ ನಡೆಯಿತು. ಮುಂದಿನ ದಿನಗಳಲ್ಲಿ ಕೈಗೊಳ್ಳಬೇಕಾದ ಅಭಿವೃದ್ಧಿ ಕಾರ್ಯಗಳ ಬಗ್ಗೆ ಚರ್ಚಿಸಲಾಯಿತು. ಸುಮಾರು 1,200 ಎಕರೆ ಜಮೀನಿನ ಅಗತ್ಯವಿದ್ದು ಭೂಸ್ವಾಧೀನ ಪ್ರಕ್ರಿಯೆ ಶೀಘ್ರ ಪೂರ್ಣಗೊಳಿಸಲು ಅಧಿಕಾರಿಗಳಿಗೆ ಸೂಚಿಸಲಾಯಿತು. ರಾಜ್ಯ ಸರ್ಕಾರದ ಸಹಭಾಗಿತ್ವದಲ್ಲಿ ಯೋಜನೆ ಅನುಷ್ಠಾನಗೊಳ್ಳಲಿದ್ದು ಸಂಚಾರ ದಟ್ಟಣೆ ಕಡಿಮೆ ಮಾಡುವ ಉದ್ದೇಶ ಹೊಂದಿದೆ. ಸಭೆಯಲ್ಲಿ ಸಂಸದರು, ಶಾಸಕರು ಹಾಗೂ ನೈರುತ್ಯ ರೈಲ್ವೆ ಅಧಿಕಾರಿಗಳು ಉಪಸ್ಥಿತರಿದ್ದರು.: [862, 731, 1084, 879]
lead-dateline: ಮಂಡ್ಯ:: [297, 227, 326, 240]
tree-body: •ಬೆಂಗಳೂರು: ಗ್ರೇಟರ್ ಬೆಂಗಳೂರು ಪ್ರಾಧಿಕಾರದ ವ್ಯಾಪ್ತಿಯ ಶಾಲೆಯಲ್ಲಿ ವಿಶ್ವ ಪರಿಸರ ದಿನಾಚರಣೆ ಅಂಗವಾಗಿ ಮರ ಬಿದ್ದ ಜಾಗದಲ್ಲಿ ಗಿಡ ನೆಡುವ ಕಾರ್ಯಕ್ರಮ ಆಯೋಜಿಸಲಾಗಿತ್ತು. ಶಾಲಾ ವಿದ್ಯಾರ್ಥಿಗಳು ಉತ್ಸಾಹದಿಂದ ಭಾಗವಹಿಸಿ ಗಿಡಗಳನ್ನು ನೆಟ್ಟು ಪೋಷಿಸುವ ಪ್ರತಿಜ್ಞೆ ಸ್ವೀಕರಿಸಿದರು. ಮಳೆ ಹಾಗೂ ಗಾಳಿಗೆ ಬಿದ್ದ ಮರಗಳ ಸ್ಥಳದಲ್ಲಿ ಹೊಸ ಸಸಿಗಳನ್ನು ನೆಟ್ಟು ಹಸಿರು ಹೆಚ್ಚಿಸುವ ಉದ್ದೇಶ ಇದಾಗಿದೆ ಎಂದು ಅಧಿಕಾರಿಗಳು ತಿಳಿಸಿದರು. ಶಾಲೆಯ ಮುಖ್ಯ ಶಿಕ್ಷಕರು, ಅರಣ್ಯ ವಿಭಾಗದ ಸಿಬ್ಬಂದಿ ಹಾಗೂ ಪೋಷಕರು ಇದ್ದರು.: [1008, 1327, 1302, 1430]
gba-subhead2: ಪಾದಚಾರಿಮಾರ್ಗ ಒತ್ತುವರಿ ತೆರವು:: [290, 1331, 415, 1344]
nature-headline: ಪ್ರಕೃತಿ ರಕ್ಷಣೆ ನಮ್ಮ ಆದ್ಯತೆ: [878, 1604, 1146, 1642]
lead-quote-box: [788, 486, 1040, 658]
sidebar-story2-dateline: ತಿಪಟೂರು:: [47, 755, 88, 768]
lead-col3: [1054, 226, 1302, 658]
print-registration-marks: [470, 1990, 514, 2009]
gba-box2-body: ರಸ್ತೆ ಬದಿ ಇರುವ ಎಲ್ಲಾ ಮನೆಗಳ ಮುಂಭಾಗದ ಗೇಟುಗಳು ಒಳಭಾಗಕ್ಕೆ ತೆರೆಯುವಂತಿರಬೇಕು. ಪಾದಚಾರಿ ಮಾರ್ಗದ ಮೇಲೆ ಹೊರ ತೆರೆಯುವಂತಹ ಗೇಟುಗಳನ್ನು ಅಳವಡಿಸುವಂತಿಲ್ಲ.: [544, 1379, 750, 1437]
protest-box2: [278, 1826, 642, 1940]
issue-date: 8 ಜೂನ್ 2025: [1184, 40, 1264, 55]
kaveri-col1: •ಮಂಡ್ಯ: ಕಾವೇರಿ ಆರತಿಗೆ 100 ಕೋಟಿ ಖರ್ಚು ಮಾಡುವುದಕ್ಕೆ ನನ್ನ ವಿರೋಧವಿದೆ ಎಂದು ಕೇಂದ್ರ ಸಚಿವ ಎಚ್.ಡಿ.ಕುಮಾರಸ್ವಾಮಿ ಅವರು ಸ್ಪಷ್ಟಪಡಿಸಿದರು. ಸುದ್ದಿಗಾರರೊಂದಿಗೆ ಮಾತನಾಡಿದ ಅವರು, ಕಾವೇರಿ ಆರತಿಗೆ 100 ಕೋಟಿ ರೂ. ಖರ್ಚು ಮಾಡಲು ರಾಜ್ಯ ಸರ್ಕಾರ ತೀರ್ಮಾನಿಸಿದೆ. ಇಷ್ಟು ಹಣವನ್ನು ಜಿಲ್ಲೆಯ ರಸ್ತೆ, ನೀರಾವರಿ ಹಾಗೂ ಶಾಲೆಗಳ ಅಭಿವೃದ್ಧಿಗೆ ಬಳಸಿದರೆ ಜನರಿಗೆ ಅನುಕೂಲವಾಗುತ್ತದೆ. ಕಾವೇರಿ ಆರತಿ ಮಾಡುವುದಕ್ಕೆ ವಿರೋಧವಿಲ್ಲ, ಆದರೆ ದುಂದುವೆಚ್ಚ ಬೇಡ. ಕಲ್ಯಾಣ ಕಾರ್ಯಕ್ರಮಗಳಿಗೆ ಹಣ ಇಲ್ಲ ಎನ್ನುವ ಸರ್ಕಾರ ಇಂತಹ ಕಾರ್ಯಕ್ರಮಗಳಿಗೆ ಹಣ ವ್ಯಯಿಸುತ್ತಿರುವುದು ಸರಿಯಲ್ಲ. ರೈತರ ಸಮಸ್ಯೆಗಳ ಬಗ್ಗೆ ಗಮನ ಹರಿಸಬೇಕು. ಕೆಆರ್‌ಎಸ್ ಜಲಾಶಯದ ಸುರಕ್ಷತೆ ಬಗ್ಗೆ ತಜ್ಞರ ಅಭಿಪ್ರಾಯ ಪಡೆಯಬೇಕು ಎಂದು ಹೇಳಿದರು. ಪಕ್ಷದ ಮುಖಂಡರು, ಕಾರ್ಯಕರ್ತರು ಇದ್ದರು.: [290, 731, 560, 894]
lead-kicker: ಮಂಡ್ಯ ಜಿಲ್ಲೆಗೆ ಬೃಹತ್ ಕೈಗಾರಿಕೆ ತರಲು ಜನರ ಒತ್ತಾಯ | ಪ್ರಾಮಾಣಿಕವಾಗಿ ಶ್ರಮಿಸಿ: [290, 98, 868, 123]
protest-box2-title: ಕನ್ನಂಬಾಡಿಗೆ ಉಳಿದ ಕೆರೆಗಳ ಅಭಿವೃದ್ಧಿ: [288, 1832, 481, 1851]
railway-box-title: ರೈಲ್ವೆ ಕೋಚ್ ಘಟಕ ನೀಡಿ: [1102, 740, 1228, 758]
kaveri-dateline: ಮಂಡ್ಯ:: [297, 731, 326, 744]
gba-box-title: ಖಾಸಗಿ ಸಂಸ್ಥೆಗಳಿಂದ ಪಾದಚಾರಿ ಮಾರ್ಗಗಳ ಅಭಿವೃದ್ಧಿ, ನಿರ್ವಹಣೆ: [776, 1187, 935, 1225]
print-registration-marks: [1200, 1990, 1244, 2009]
quote-icon: ❝: [794, 484, 818, 530]
lead-headline: ರಾಜ್ಯ ಸರ್ಕಾರದ ಅಸಹಕಾರ: ಎಚ್ಡಿಕೆ: [290, 140, 946, 208]
sidebar: [36, 90, 272, 1590]
protest-box1: [278, 1690, 642, 1818]
